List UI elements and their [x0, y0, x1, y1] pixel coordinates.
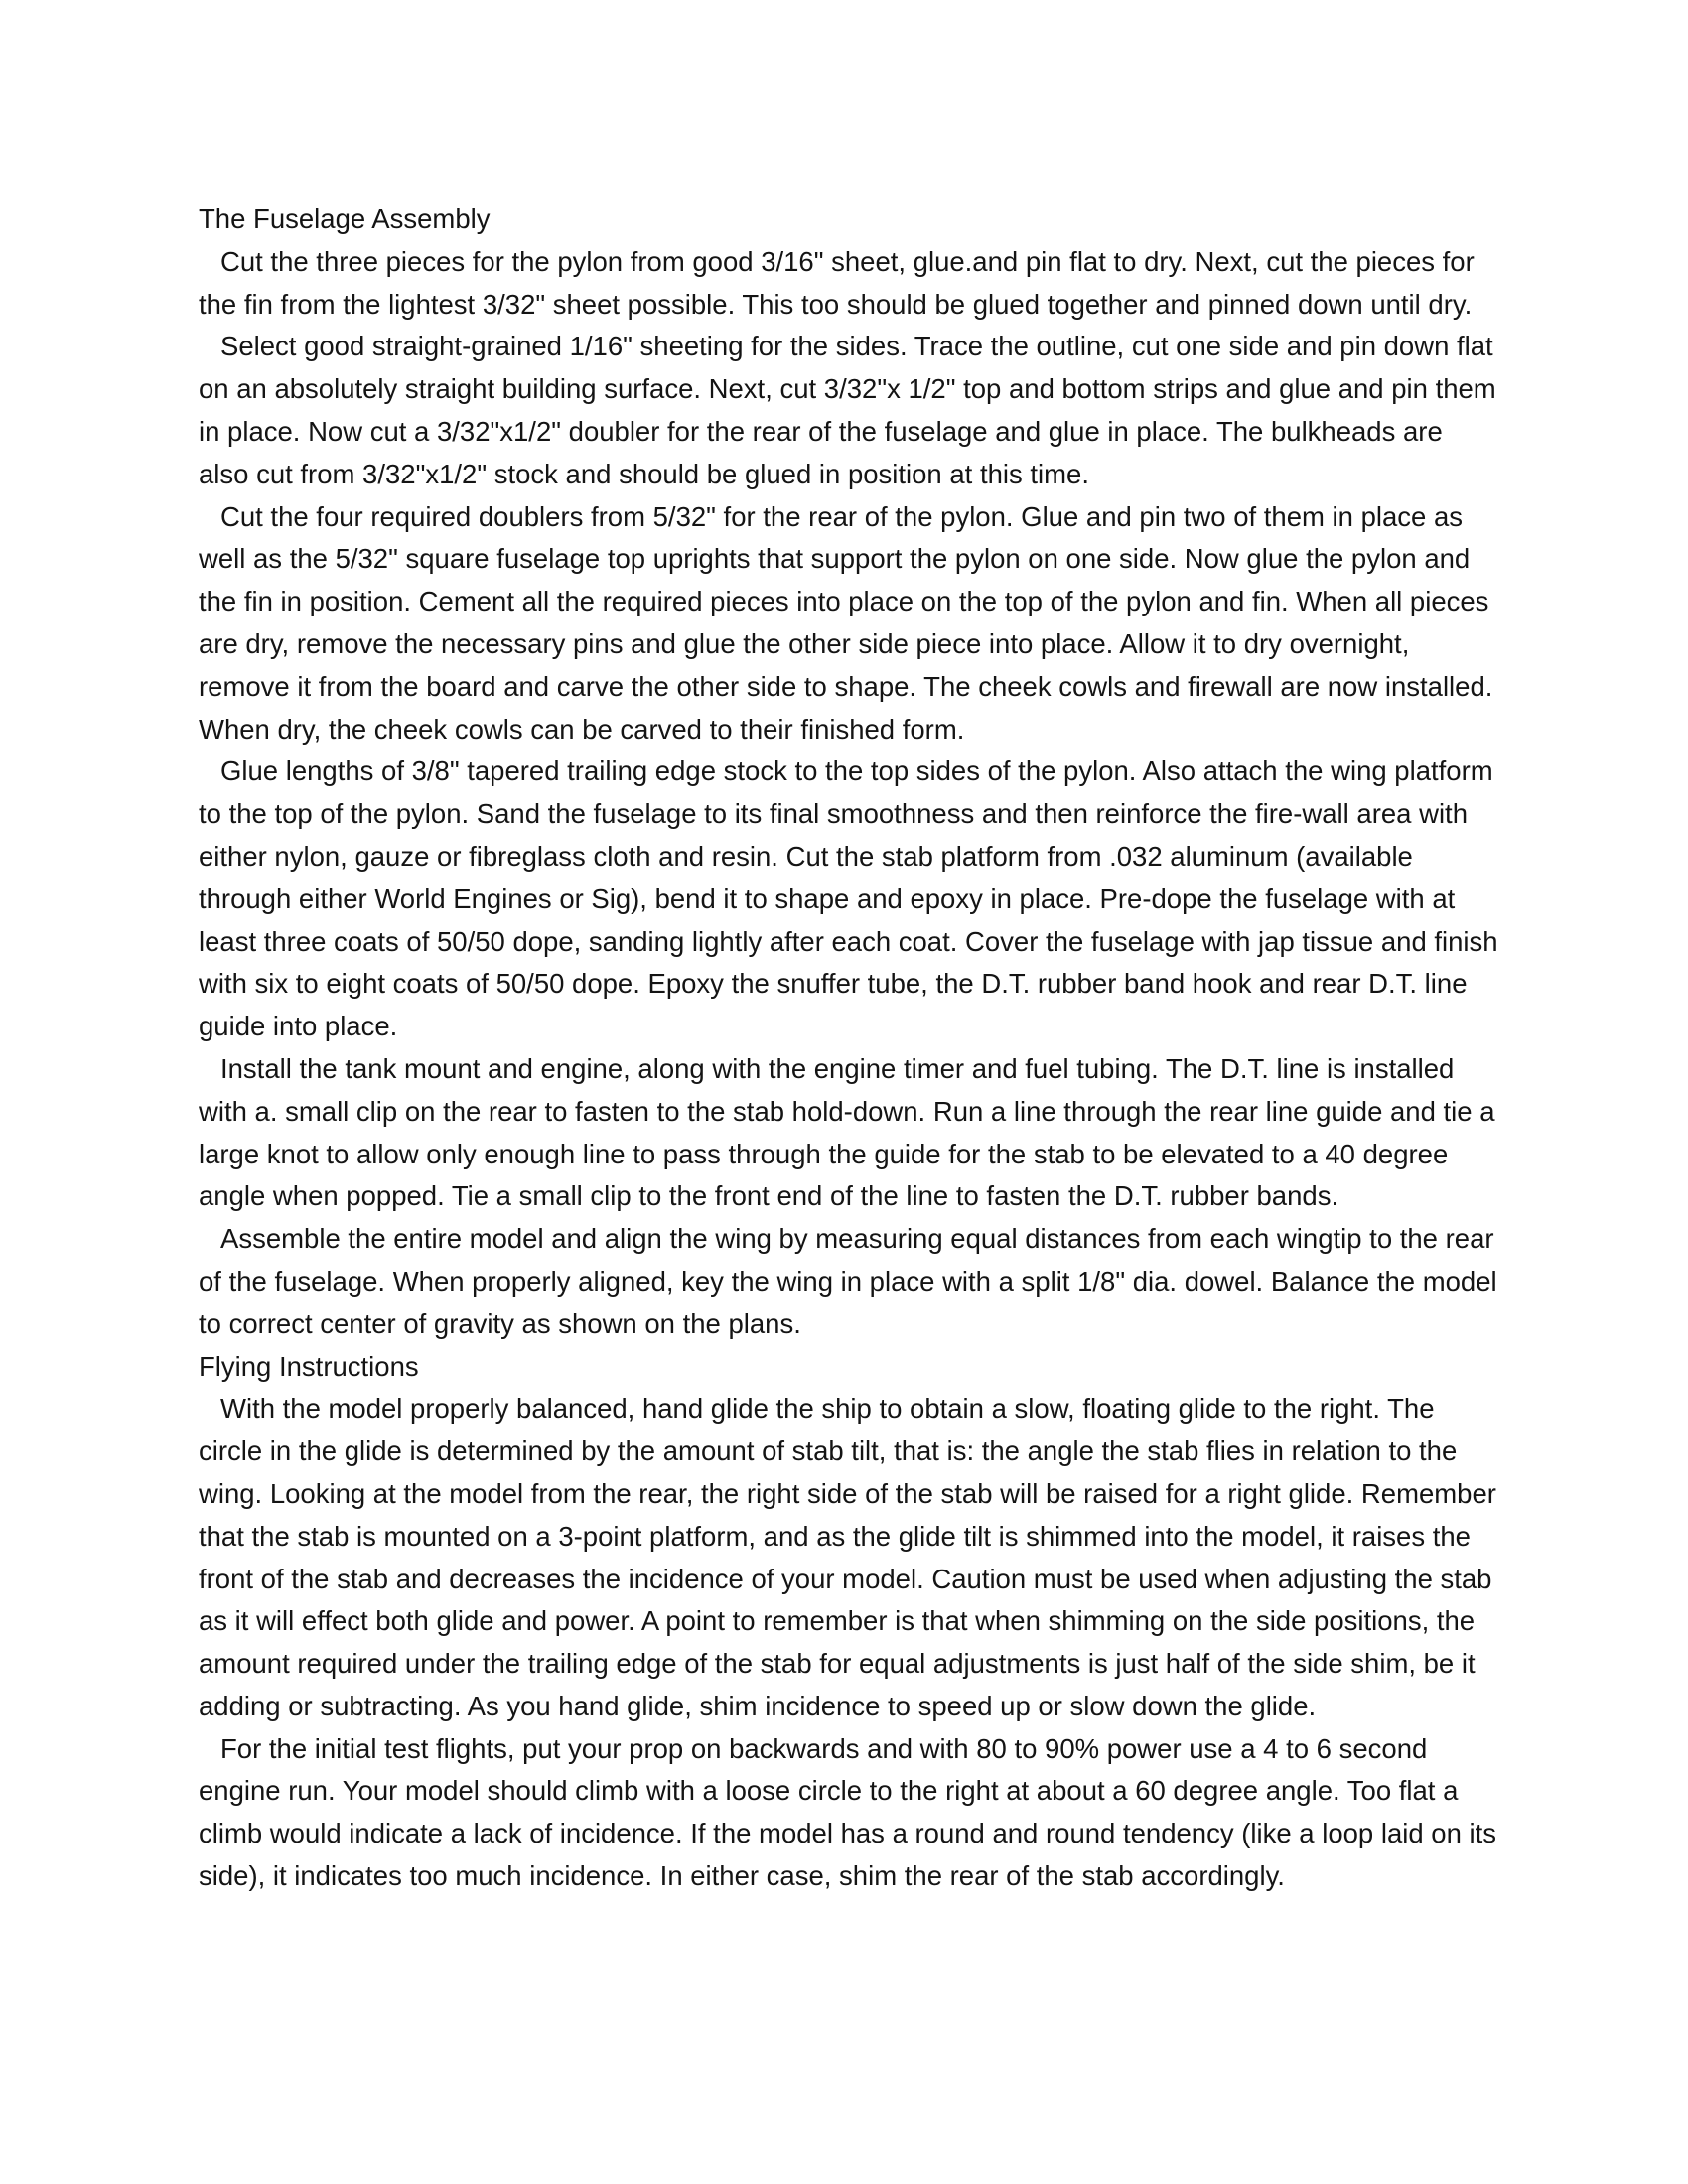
- paragraph-wing-alignment: Assemble the entire model and align the wing by measuring equal distances from each wingtip to the rear of the fuselage. When properly aligned, key the wing in place with a split 1/8" dia. dowel. Balance the model to correct center of gravity as shown on the plans.: [199, 1223, 1497, 1339]
- paragraph-finishing: Glue lengths of 3/8" tapered trailing edge stock to the top sides of the pylon. Also attach the wing platform to the top of the pylon. Sand the fuselage to its final smoothness and then reinforce the fire-wall area with either nylon, gauze or fibreglass cloth and resin. Cut the stab platform from .032 aluminum (available through either World Engines or Sig), bend it to shape and epoxy in place. Pre-dope the fuselage with at least three coats of 50/50 dope, sanding lightly after each coat. Cover the fuselage with jap tissue and finish with six to eight coats of 50/50 dope. Epoxy the snuffer tube, the D.T. rubber band hook and rear D.T. line guide into place.: [199, 755, 1498, 1042]
- paragraph-sides: Select good straight-grained 1/16" sheeting for the sides. Trace the outline, cut one side and pin down flat on an absolutely straight building surface. Next, cut 3/32"x 1/2" top and bottom strips and glue and pin them in place. Now cut a 3/32"x1/2" doubler for the rear of the fuselage and glue in place. The bulkheads are also cut from 3/32"x1/2" stock and should be glued in position at this time.: [199, 331, 1496, 489]
- section-heading-flying-instructions: Flying Instructions: [199, 1350, 419, 1382]
- paragraph-test-flights: For the initial test flights, put your prop on backwards and with 80 to 90% power use a 4 to 6 second engine run. Your model should climb with a loose circle to the right at about a 60 degree angle. Too flat a climb would indicate a lack of incidence. If the model has a round and round tendency (like a loop laid on its side), it indicates too much incidence. In either case, shim the rear of the stab accordingly.: [199, 1732, 1497, 1892]
- section-heading-fuselage-assembly: The Fuselage Assembly: [199, 204, 491, 234]
- paragraph-pylon-and-fin: Cut the three pieces for the pylon from good 3/16" sheet, glue.and pin flat to dry. Next, cut the pieces for the fin from the lightest 3/32" sheet possible. This too should be glued together and pinned down until dry.: [199, 245, 1475, 320]
- paragraph-doublers: Cut the four required doublers from 5/32" for the rear of the pylon. Glue and pin two of them in place as well as the 5/32" square fuselage top uprights that support the pylon on one side. Now glue the pylon and the fin in position. Cement all the required pieces into place on the top of the pylon and fin. When all pieces are dry, remove the necessary pins and glue the other side piece into place. Allow it to dry overnight, remove it from the board and carve the other side to shape. The cheek cowls and firewall are now installed. When dry, the cheek cowls can be carved to their finished form.: [199, 500, 1493, 745]
- paragraph-hand-glide: With the model properly balanced, hand glide the ship to obtain a slow, floating glide to the right. The circle in the glide is determined by the amount of stab tilt, that is: the angle the stab flies in relation to the wing. Looking at the model from the rear, the right side of the stab will be raised for a right glide. Remember that the stab is mounted on a 3-point platform, and as the glide tilt is shimmed into the model, it raises the front of the stab and decreases the incidence of your model. Caution must be used when adjusting the stab as it will effect both glide and power. A point to remember is that when shimming on the side positions, the amount required under the trailing edge of the stab for equal adjustments is just half of the side shim, be it adding or subtracting. As you hand glide, shim incidence to speed up or slow down the glide.: [199, 1393, 1496, 1721]
- document-page: [199, 199, 1499, 1898]
- paragraph-engine-and-dt: Install the tank mount and engine, along with the engine timer and fuel tubing. The D.T. line is installed with a. small clip on the rear to fasten to the stab hold-down. Run a line through the rear line guide and tie a large knot to allow only enough line to pass through the guide for the stab to be elevated to a 40 degree angle when popped. Tie a small clip to the front end of the line to fasten the D.T. rubber bands.: [199, 1052, 1495, 1212]
